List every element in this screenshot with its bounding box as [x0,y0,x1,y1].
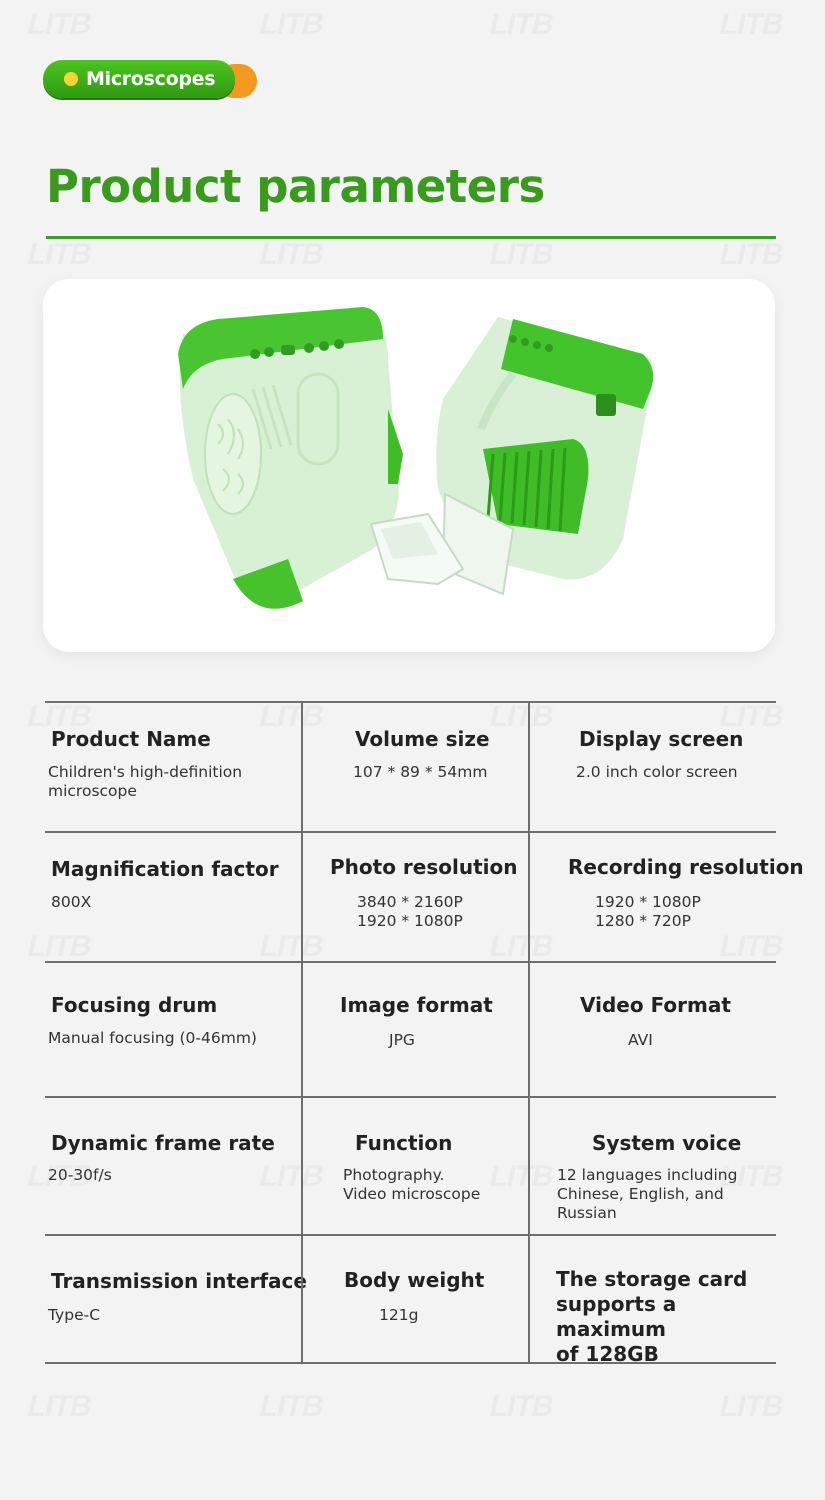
spec-value: 121g [379,1306,419,1324]
spec-value: 800X [51,893,92,911]
watermark [256,1390,326,1424]
spec-cell [45,833,301,961]
table-row [45,701,776,831]
spec-cell [301,833,530,961]
spec-value: Manual focusing (0-46mm) [48,1029,257,1047]
spec-label: Magnification factor [51,857,279,881]
watermark [486,238,556,272]
spec-cell [45,1236,307,1362]
spec-label: Function [355,1131,453,1155]
watermark [24,8,94,42]
microscope-back [436,317,653,594]
spec-value: 1920 * 1080P 1280 * 720P [595,893,701,930]
spec-label: Product Name [51,727,211,751]
microscope-product-icon [43,279,775,652]
spec-label: Image format [340,993,493,1017]
spec-label: Dynamic frame rate [51,1131,275,1155]
spec-label: Focusing drum [51,993,218,1017]
spec-value: AVI [628,1031,653,1049]
spec-cell [528,963,778,1096]
watermark [716,238,786,272]
title-divider [46,236,776,239]
spec-value: 12 languages including Chinese, English, and Russian [557,1166,738,1222]
spec-label: System voice [592,1131,742,1155]
table-row [45,831,804,961]
spec-cell [528,1098,778,1234]
bullet-icon [64,72,78,86]
spec-value: JPG [389,1031,415,1049]
spec-value: 3840 * 2160P 1920 * 1080P [357,893,463,930]
spec-cell [45,963,301,1096]
table-row [45,1096,776,1234]
watermark [256,238,326,272]
spec-cell [528,833,804,961]
microscope-front [178,307,463,609]
spec-value: Type-C [48,1306,101,1324]
spec-label: Display screen [579,727,744,751]
spec-value: 2.0 inch color screen [576,763,738,781]
table-row [45,961,776,1096]
watermark [486,1390,556,1424]
spec-cell [301,1098,530,1234]
badge-label: Microscopes [86,68,216,90]
watermark [716,8,786,42]
watermark [486,8,556,42]
spec-value: 20-30f/s [48,1166,112,1184]
watermark [716,1390,786,1424]
spec-label: Volume size [355,727,490,751]
spec-cell [301,963,530,1096]
badge-pill [43,60,235,98]
spec-cell [45,703,301,831]
watermark [256,8,326,42]
spec-label: Photo resolution [330,855,518,879]
spec-cell [45,1098,301,1234]
table-row [45,1234,776,1364]
spec-value: Photography. Video microscope [343,1166,481,1203]
spec-cell [301,1236,530,1362]
spec-label: Transmission interface [51,1269,307,1293]
watermark [24,238,94,272]
spec-label: Body weight [344,1268,485,1292]
spec-value: Children's high-definition microscope [48,763,243,800]
spec-table [45,701,804,1366]
spec-label: The storage card supports a maximum of 128GB [556,1267,748,1366]
watermark [24,1390,94,1424]
spec-cell [528,1236,778,1366]
product-photo-card [43,279,775,652]
spec-label: Video Format [580,993,731,1017]
spec-label: Recording resolution [568,855,804,879]
spec-cell [528,703,778,831]
spec-cell [301,703,530,831]
spec-value: 107 * 89 * 54mm [353,763,488,781]
page-title: Product parameters [46,160,545,213]
category-badge [43,60,257,100]
